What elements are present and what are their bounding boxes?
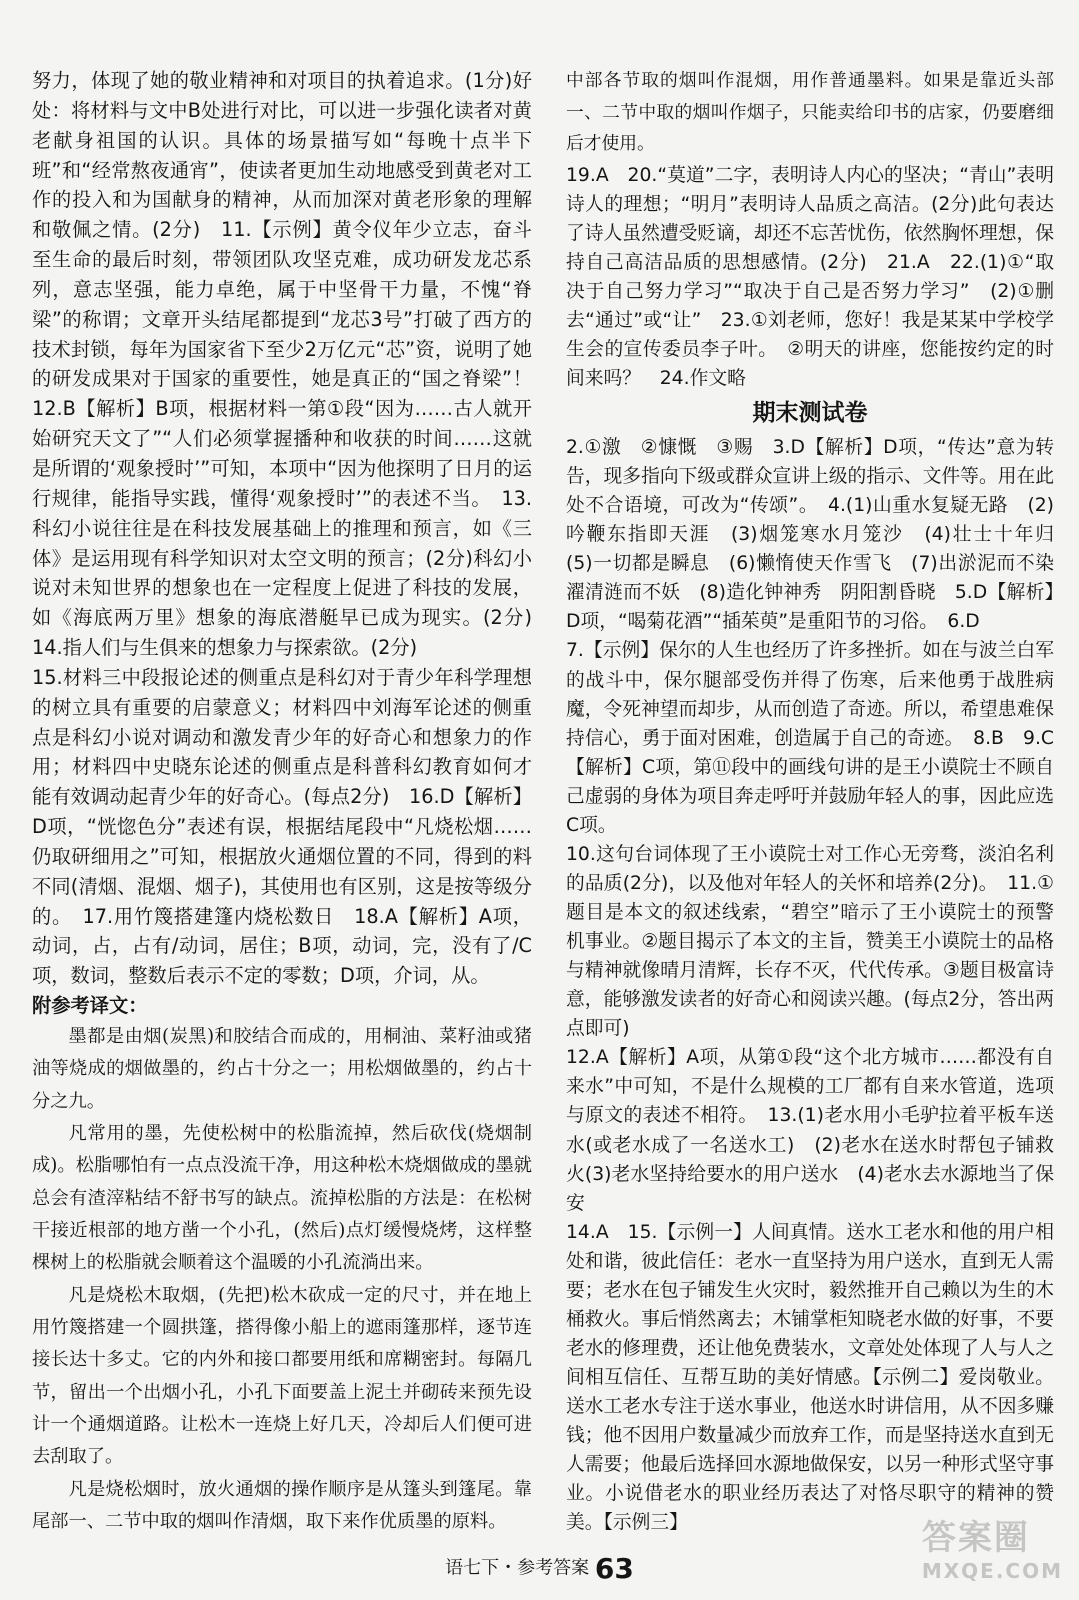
translation-heading: 附参考译文： (32, 994, 148, 1018)
answer-block-7: 12.A【解析】A项，从第①段“这个北方城市……都没有自来水”中可知，不是什么规模的工厂都有自来水管道，选项与原文的表述不相符。 13.(1)老水用小毛驴拉着平板车送水(或老水成了一名送水工) (2)老水在送水时帮包子铺救火(3)老水坚持给要水的用户送水 (4)老水去水源地当了保安 (566, 1047, 1054, 1214)
page-number: 63 (594, 1552, 634, 1585)
watermark-main-text: 答案圈 (921, 1518, 1030, 1558)
page-footer (0, 1552, 1079, 1585)
answer-block-1: 努力，体现了她的敬业精神和对项目的执着追求。(1分)好处：将材料与文中B处进行对比，可以进一步强化读者对黄老献身祖国的认识。具体的场景描写如“每晚十点半下班”和“经常熬夜通宵”，使读者更加生动地感受到黄老对工作的投入和为国献身的精神，从而加深对黄老形象的理解和敬佩之情。(2分) 11.【示例】黄令仪年少立志，奋斗至生命的最后时刻，带领团队攻坚克难，成功研发龙芯系列，意志坚强，能力卓绝，属于中坚骨干力量，不愧“脊梁”的称谓；文章开头结尾都提到“龙芯3号”打破了西方的技术封锁，每年为国家省下至少2万亿元“芯”资，说明了她的研发成果对于国家的重要性，她是真正的“国之脊梁”！ 12.B【解析】B项，根据材料一第①段“因为……古人就开始研究天文了”“人们必须掌握播种和收获的时间……这就是所谓的‘观象授时’”可知，本项中“因为他探明了日月的运行规律，能指导实践，懂得‘观象授时’”的表述不当。 13.科幻小说往往是在科技发展基础上的推理和预言，如《三体》是运用现有科学知识对太空文明的预言；(2分)科幻小说对未知世界的想象也在一定程度上促进了科技的发展，如《海底两万里》想象的海底潜艇早已成为现实。(2分) 14.指人们与生俱来的想象力与探索欲。(2分) (32, 69, 552, 660)
footer-label: 语七下・参考答案 (445, 1557, 590, 1579)
answer-block-4: 2.①激 ②慷慨 ③赐 3.D【解析】D项，“传达”意为转告，现多指向下级或群众宣讲上级的指示、文件等。用在此处不合语境，可改为“传颂”。 4.(1)山重水复疑无路 (2)吟鞭东指即天涯 (3)烟笼寒水月笼沙 (4)壮士十年归 (5)一切都是瞬息 (6)懒惰使天作雪飞 (7)出淤泥而不染 濯清涟而不妖 (8)造化钟神秀 阴阳割昏晓 5.D【解析】D项，“喝菊花酒”“插茱萸”是重阳节的习俗。 6.D (566, 437, 1073, 633)
translation-paragraph-2: 凡常用的墨，先使松树中的松脂流掉，然后砍伐(烧烟制成)。松脂哪怕有一点点没流干净，用这种松木烧烟做成的墨就总会有渣滓粘结不舒书写的缺点。流掉松脂的方法是：在松树干接近根部的地方凿一个小孔，(然后)点灯缓慢烧烤，这样整棵树上的松脂就会顺着这个温暖的小孔流淌出来。 (32, 1123, 532, 1274)
translation-paragraph-3: 凡是烧松木取烟，(先把)松木砍成一定的尺寸，并在地上用竹篾搭建一个圆拱篷，搭得像小船上的遮雨篷那样，逐节连接长达十多丈。它的内外和接口都要用纸和席糊密封。每隔几节，留出一个出烟小孔，小孔下面要盖上泥土并砌砖来预先设计一个通烟道路。让松木一连烧上好几天，冷却后人们便可进去刮取了。 (32, 1284, 532, 1468)
left-column (32, 66, 552, 1539)
translation-continued: 中部各节取的烟叫作混烟，用作普通墨料。如果是靠近头部一、二节中取的烟叫作烟子，只能卖给印书的店家，仍要磨细后才使用。 (566, 71, 1054, 154)
answer-block-8: 14.A 15.【示例一】人间真情。送水工老水和他的用户相处和谐，彼此信任：老水一直坚持为用户送水，直到无人需要；老水在包子铺发生火灾时，毅然推开自己赖以为生的木桶救火。事后悄然离去；木铺掌柜知晓老水做的好事，不要老水的修理费，还让他免费装水，文章处处体现了人与人之间相互信任、互帮互助的美好情感。【示例二】爱岗敬业。送水工老水专注于送水事业，他送水时讲信用，从不因多赚钱；他不因用户数量减少而放弃工作，而是坚持送水直到无人需要；他最后选择回水源地做保安，以另一种形式坚守事业。小说借老水的职业经历表达了对恪尽职守的精神的赞美。【示例三】 (566, 1221, 1054, 1534)
watermark-url-text: MXQE.COM (921, 1559, 1063, 1583)
answer-block-6: 10.这句台词体现了王小谟院士对工作心无旁骛，淡泊名利的品质(2分)，以及他对年轻人的关怀和培养(2分)。 11.①题目是本文的叙述线索，“碧空”暗示了王小谟院士的预警机事业。②题目揭示了本文的主旨，赞美王小谟院士的品格与精神就像晴月清辉，长存不灭，代代传承。③题目极富诗意，能够激发读者的好奇心和阅读兴趣。(每点2分，答出两点即可) (566, 843, 1054, 1040)
translation-paragraph-4: 凡是烧松烟时，放火通烟的操作顺序是从篷头到篷尾。靠尾部一、二节中取的烟叫作清烟，取下来作优质墨的原料。 (32, 1478, 532, 1533)
section-heading-final-exam: 期末测试卷 (752, 400, 868, 426)
answer-block-5: 7.【示例】保尔的人生也经历了许多挫折。如在与波兰白军的战斗中，保尔腿部受伤并得了伤寒，后来他勇于战胜病魔，令死神望而却步，从而创造了奇迹。所以，希望患难保持信心，勇于面对困难，创造属于自己的奇迹。 8.B 9.C【解析】C项，第⑪段中的画线句讲的是王小谟院士不顾自己虚弱的身体为项目奔走呼吁并鼓励年轻人的事，因此应选C项。 (566, 640, 1054, 836)
translation-paragraph-1: 墨都是由烟(炭黑)和胶结合而成的，用桐油、菜籽油或猪油等烧成的烟做墨的，约占十分之一；用松烟做墨的，约占十分之九。 (32, 1026, 532, 1112)
answer-block-2: 15.材料三中段报论述的侧重点是科幻对于青少年科学理想的树立具有重要的启蒙意义；材料四中刘海军论述的侧重点是科幻小说对调动和激发青少年的好奇心和想象力的作用；材料四中史晓东论述的侧重点是科普科幻教育如何才能有效调动起青少年的好奇心。(每点2分) 16.D【解析】D项，“恍惚色分”表述有误，根据结尾段中“凡烧松烟……仍取研细用之”可知，根据放火通烟位置的不同，得到的料不同(清烟、混烟、烟子)，其使用也有区别，这是按等级分的。 17.用竹篾搭建篷内烧松数日 18.A【解析】A项，动词，占，占有/动词，居住；B项，动词，完，没有了/C项，数词，整数后表示不定的零数；D项，介词，从。 (32, 665, 532, 988)
right-column (566, 66, 1073, 1537)
answer-block-3: 19.A 20.“莫道”二字，表明诗人内心的坚决；“青山”表明诗人的理想；“明月”表明诗人品质之高洁。(2分)此句表达了诗人虽然遭受贬谪，却还不忘苦忧伤，依然胸怀理想，保持自己高洁品质的思想感情。(2分) 21.A 22.(1)①“取决于自己努力学习”“取决于自己是否努力学习” (2)①删去“通过”或“让” 23.①刘老师，您好！我是某某中学校学生会的宣传委员李子叶。 ②明天的讲座，您能按约定的时间来吗？ 24.作文略 (566, 164, 1054, 389)
